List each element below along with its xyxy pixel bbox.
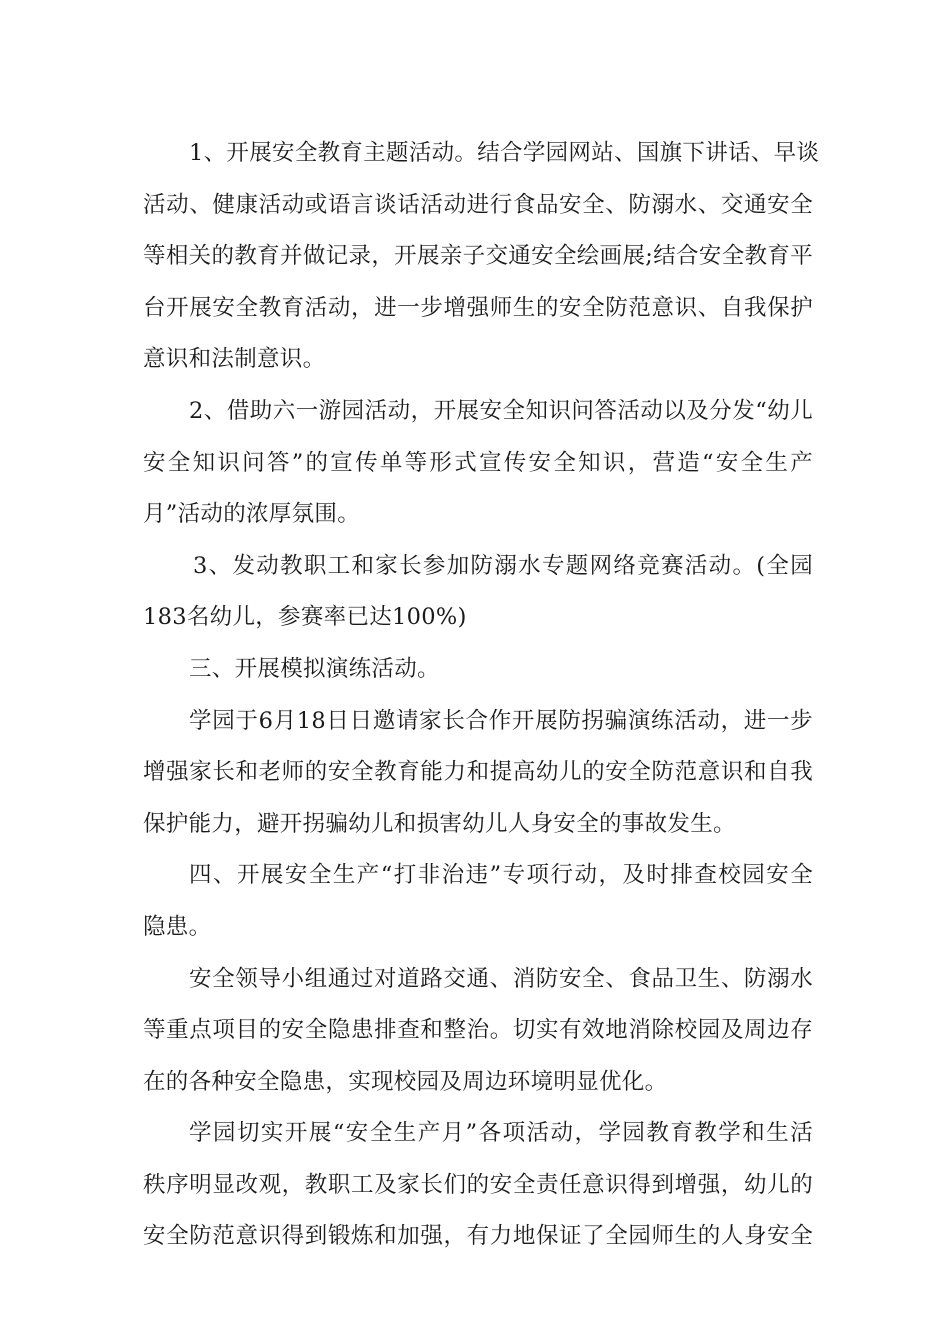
paragraph-line: 活动、健康活动或语言谈话活动进行食品安全、防溺水、交通安全 [143,191,813,218]
paragraph-line: 台开展安全教育活动，进一步增强师生的安全防范意识、自我保护 [143,294,813,321]
paragraph-line: 意识和法制意识。 [143,346,326,373]
paragraph-line: 等相关的教育并做记录，开展亲子交通安全绘画展;结合安全教育平 [143,243,813,270]
paragraph-line: 2、借助六一游园活动，开展安全知识问答活动以及分发“幼儿 [189,397,813,424]
paragraph-line: 秩序明显改观，教职工及家长们的安全责任意识得到增强，幼儿的 [143,1171,813,1198]
paragraph-line: 安全领导小组通过对道路交通、消防安全、食品卫生、防溺水 [189,965,813,992]
paragraph-line: 安全知识问答”的宣传单等形式宣传安全知识，营造“安全生产 [143,449,813,476]
document-body [143,133,820,1268]
paragraph-line: 学园切实开展“安全生产月”各项活动，学园教育教学和生活 [189,1120,813,1147]
section-heading: 四、开展安全生产“打非治违”专项行动，及时排查校园安全 [189,862,813,889]
paragraph-line: 1、开展安全教育主题活动。结合学园网站、国旗下讲话、早谈 [189,140,820,166]
paragraph-line: 增强家长和老师的安全教育能力和提高幼儿的安全防范意识和自我 [143,759,813,786]
section-heading: 三、开展模拟演练活动。 [189,655,440,682]
paragraph-line: 保护能力，避开拐骗幼儿和损害幼儿人身安全的事故发生。 [143,810,736,837]
paragraph-line: 月”活动的浓厚氛围。 [143,501,361,528]
section-heading: 隐患。 [143,913,212,940]
paragraph-line: 在的各种安全隐患，实现校园及周边环境明显优化。 [143,1068,668,1095]
paragraph-line: 183名幼儿，参赛率已达100%) [143,604,467,631]
paragraph-line: 学园于6月18日日邀请家长合作开展防拐骗演练活动，进一步 [189,707,813,734]
paragraph-line: 等重点项目的安全隐患排查和整治。切实有效地消除校园及周边存 [143,1017,813,1044]
paragraph-line: 3、发动教职工和家长参加防溺水专题网络竞赛活动。(全园 [193,552,813,579]
paragraph-line: 安全防范意识得到锻炼和加强，有力地保证了全园师生的人身安全 [143,1223,813,1250]
